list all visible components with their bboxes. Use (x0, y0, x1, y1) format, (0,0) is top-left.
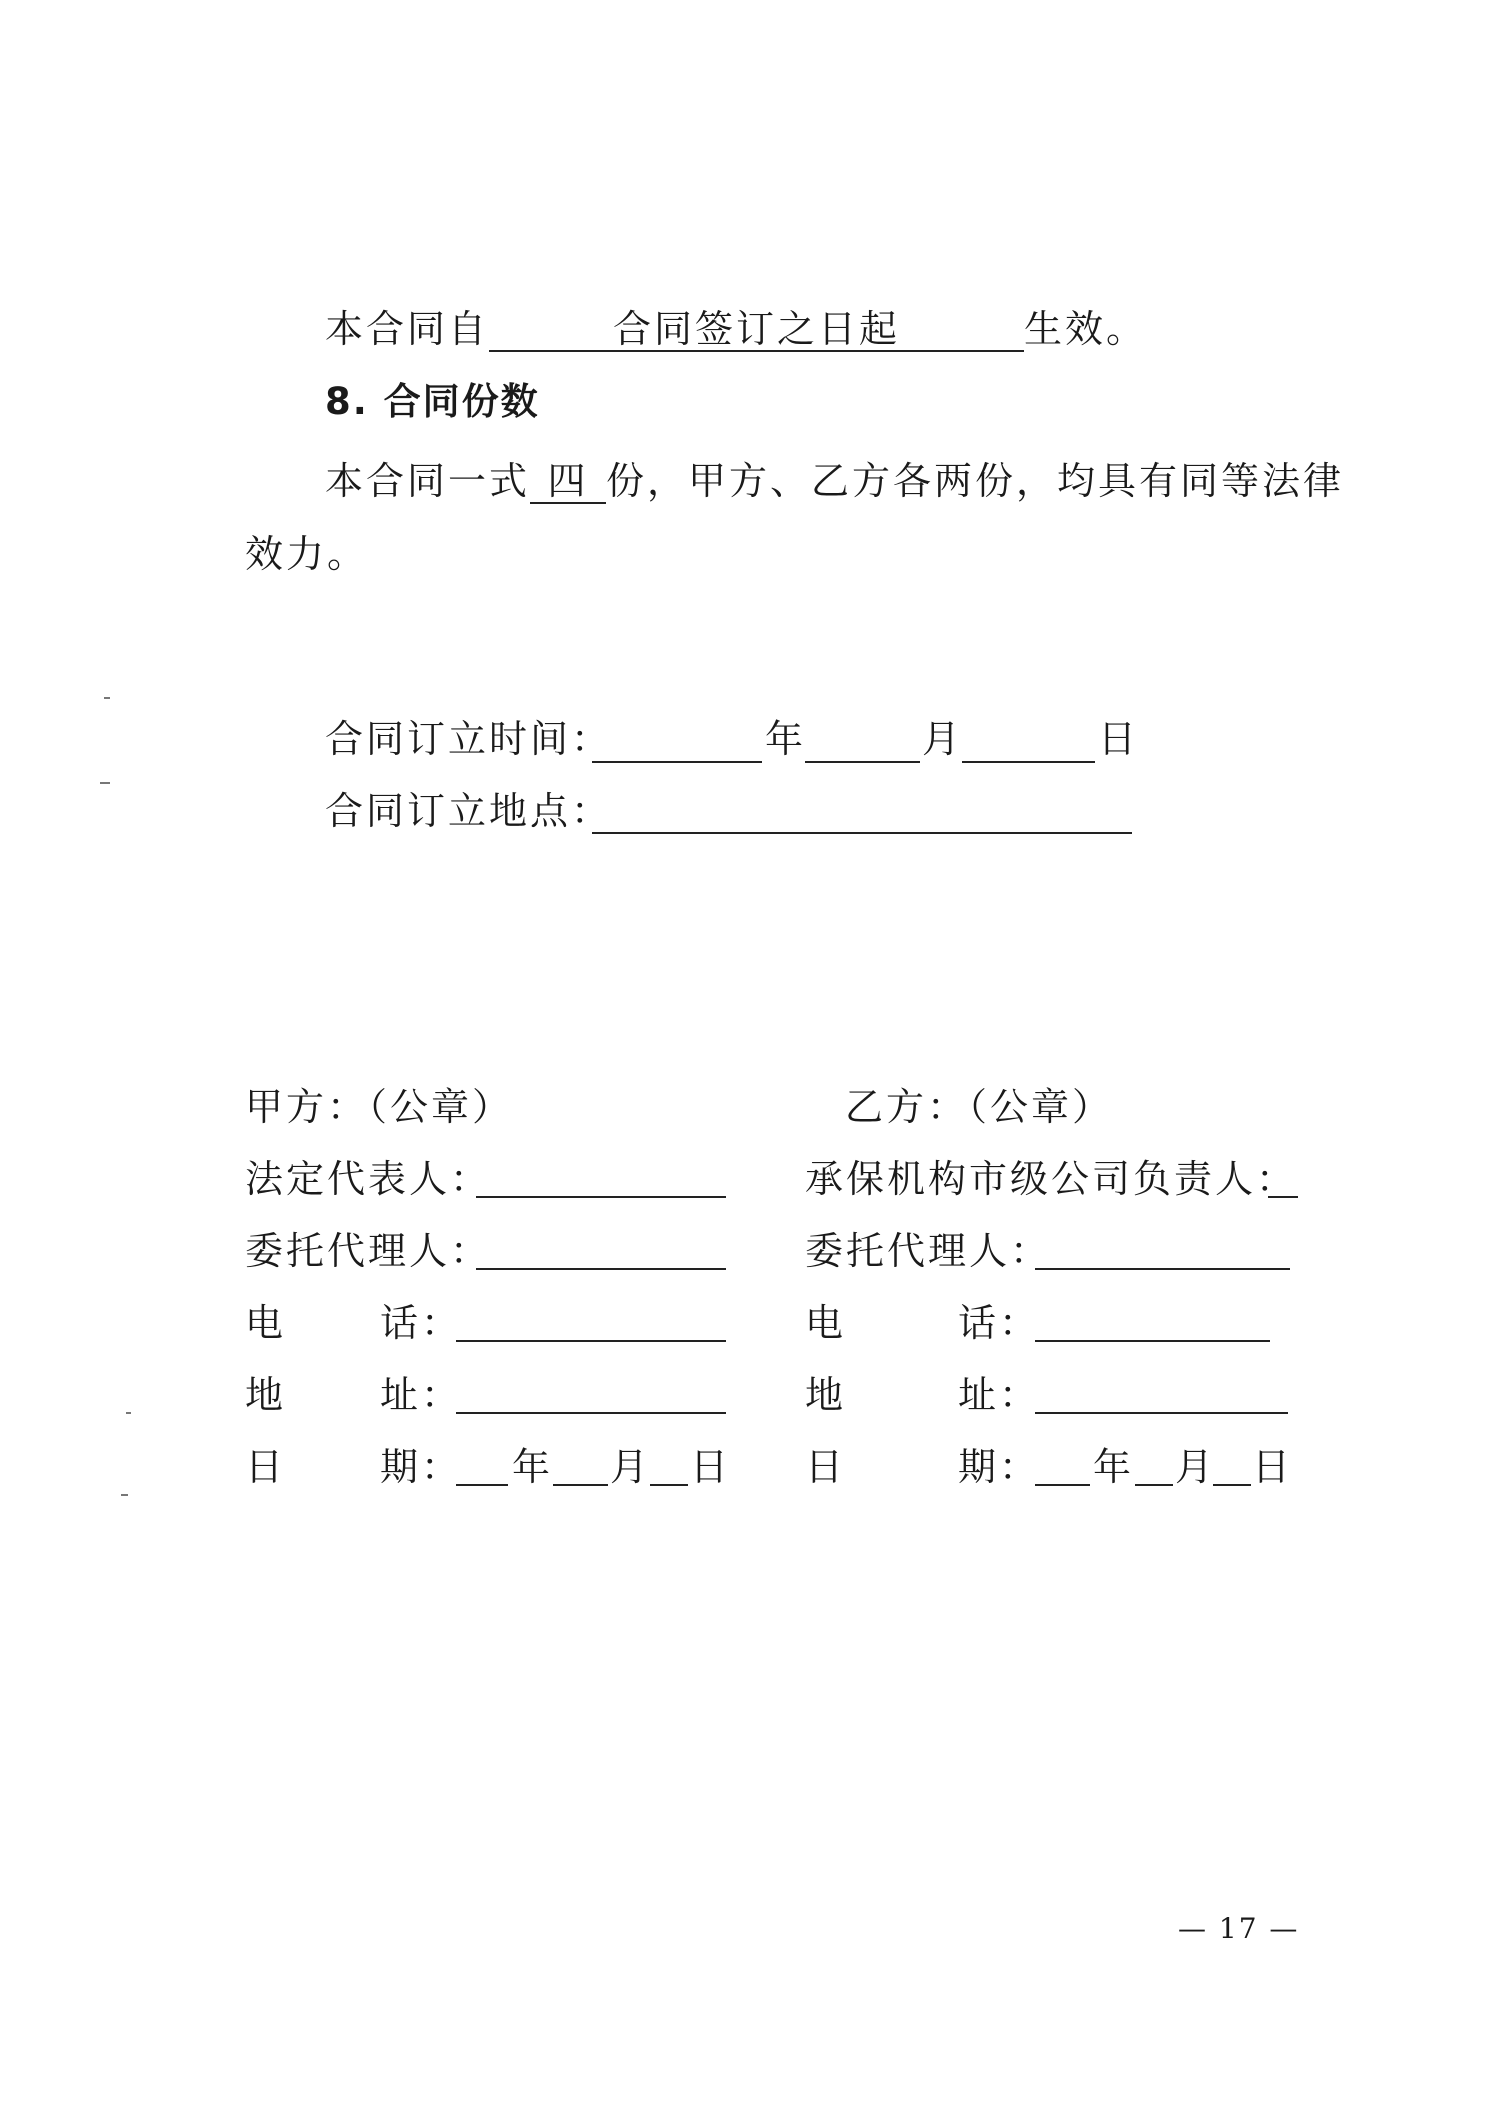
party-a-day-blank (650, 1484, 688, 1486)
section-8-heading: 8. 合同份数 (325, 380, 540, 423)
party-a-year-blank (456, 1484, 508, 1486)
copies-line-2: 效力。 (245, 532, 369, 576)
party-a-year-label: 年 (512, 1445, 554, 1489)
party-a-addr-char-1: 地 (245, 1373, 287, 1417)
scan-speck (100, 782, 110, 784)
signing-year-blank (592, 761, 762, 763)
party-b-agent-label: 委托代理人： (805, 1229, 1052, 1273)
party-a-date-char-1: 日 (245, 1445, 287, 1489)
party-a-month-label: 月 (610, 1445, 652, 1489)
signing-place-label: 合同订立地点： (325, 789, 613, 833)
party-b-year-blank (1035, 1484, 1090, 1486)
copies-line-1: 本合同一式 四 份，甲方、乙方各两份，均具有同等法律 (325, 459, 1345, 503)
effective-prefix: 本合同自 (325, 307, 490, 351)
page-number: — 17 — (1178, 1912, 1300, 1945)
party-b-title: 乙方：（公章） (845, 1085, 1114, 1129)
party-b-addr-blank (1035, 1412, 1288, 1414)
scan-speck (121, 1494, 128, 1496)
party-b-phone-char-2: 话： (958, 1301, 1041, 1345)
signing-year-label: 年 (765, 717, 807, 761)
party-b-rep-label: 承保机构市级公司负责人： (805, 1157, 1298, 1201)
scan-speck (126, 1412, 131, 1414)
copies-count: 四 (530, 462, 606, 504)
signing-month-label: 月 (922, 717, 964, 761)
party-b-addr-char-1: 地 (805, 1373, 847, 1417)
party-a-phone-blank (456, 1340, 726, 1342)
party-b-month-label: 月 (1175, 1445, 1217, 1489)
party-a-title: 甲方：（公章） (245, 1085, 514, 1129)
signing-day-label: 日 (1098, 717, 1140, 761)
party-a-rep-blank (476, 1196, 726, 1198)
party-b-rep-blank (1268, 1196, 1298, 1198)
effective-fill: 合同签订之日起 (489, 310, 1024, 352)
party-b-date-char-2: 期： (958, 1445, 1041, 1489)
effective-clause (325, 307, 1148, 352)
party-a-date-char-2: 期： (380, 1445, 463, 1489)
party-a-phone-char-2: 话： (380, 1301, 463, 1345)
party-b-phone-blank (1035, 1340, 1270, 1342)
party-a-phone-char-1: 电 (245, 1301, 287, 1345)
party-b-year-label: 年 (1093, 1445, 1135, 1489)
party-a-addr-blank (456, 1412, 726, 1414)
party-a-rep-label: 法定代表人： (245, 1157, 492, 1201)
signing-month-blank (805, 761, 920, 763)
party-b-month-blank (1135, 1484, 1173, 1486)
signing-day-blank (962, 761, 1095, 763)
party-a-month-blank (553, 1484, 608, 1486)
party-a-addr-char-2: 址： (380, 1373, 463, 1417)
party-a-agent-label: 委托代理人： (245, 1229, 492, 1273)
signing-place-blank (592, 832, 1132, 834)
scan-speck (104, 697, 110, 699)
party-a-day-label: 日 (690, 1445, 732, 1489)
party-b-day-blank (1213, 1484, 1251, 1486)
party-b-date-char-1: 日 (805, 1445, 847, 1489)
party-a-agent-blank (476, 1268, 726, 1270)
effective-suffix: 生效。 (1024, 307, 1148, 351)
party-b-phone-char-1: 电 (805, 1301, 847, 1345)
signing-time-label: 合同订立时间： (325, 717, 613, 761)
party-b-day-label: 日 (1252, 1445, 1294, 1489)
party-b-addr-char-2: 址： (958, 1373, 1041, 1417)
party-b-agent-blank (1035, 1268, 1290, 1270)
